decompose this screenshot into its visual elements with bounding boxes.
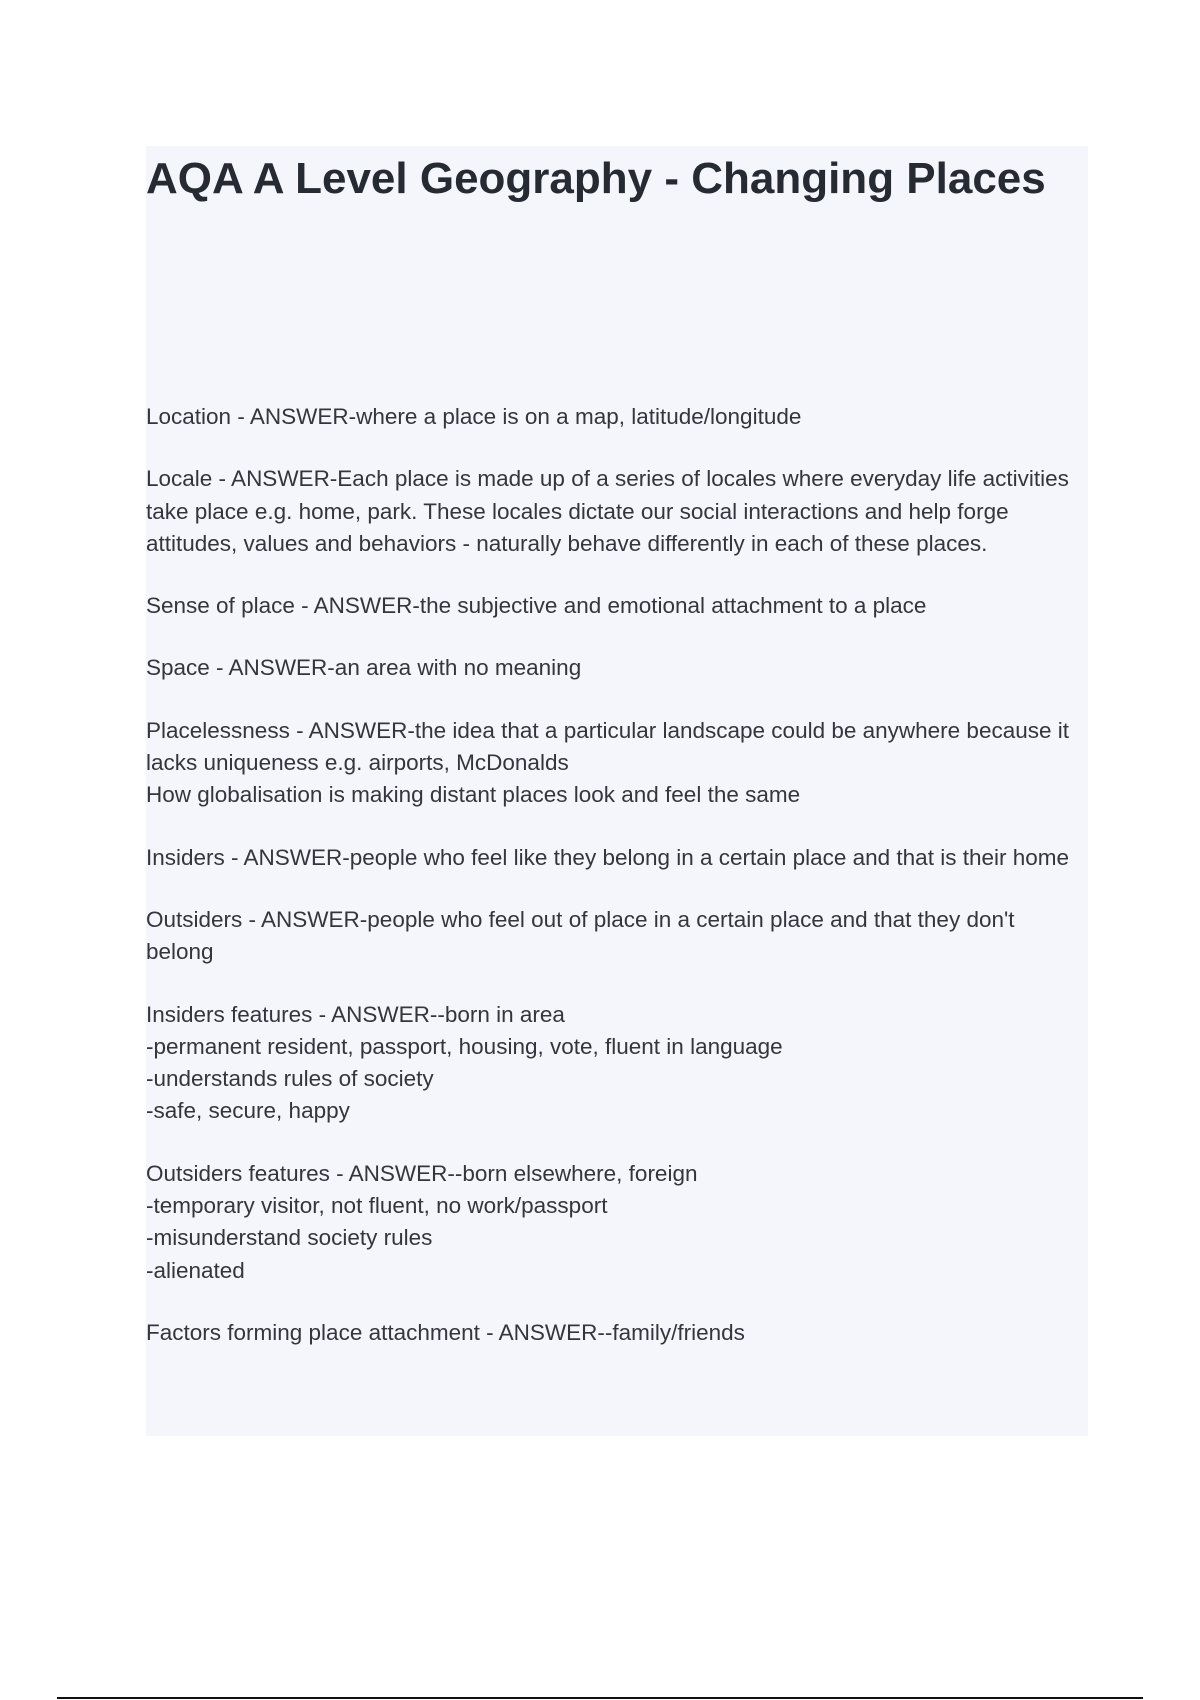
flashcard-entry xyxy=(146,401,1088,433)
flashcard-entry xyxy=(146,904,1088,969)
entry-line: Outsiders features - ANSWER--born elsewhere, foreign xyxy=(146,1160,698,1186)
entry-line: Factors forming place attachment - ANSWER--family/friends xyxy=(146,1319,745,1345)
entry-line: -understands rules of society xyxy=(146,1066,434,1092)
entry-line: Insiders features - ANSWER--born in area xyxy=(146,1001,565,1027)
flashcard-entry xyxy=(146,1158,1088,1287)
entry-line: Space - ANSWER-an area with no meaning xyxy=(146,655,582,681)
entry-line: Location - ANSWER-where a place is on a map, latitude/longitude xyxy=(146,404,802,429)
entry-line: -safe, secure, happy xyxy=(146,1098,350,1124)
title-block xyxy=(146,146,1046,212)
flashcard-entry xyxy=(146,1317,1088,1349)
flashcard-entry xyxy=(146,999,1088,1128)
flashcard-entry xyxy=(146,715,1088,812)
flashcard-entry xyxy=(146,842,1088,874)
entry-line: -alienated xyxy=(146,1257,245,1283)
entry-line: -misunderstand society rules xyxy=(146,1225,433,1251)
entry-line: Locale - ANSWER-Each place is made up of a series of locales where everyday life activities take place e.g. home, park. These locales dictate our social interactions and help forge attitudes, values and behaviors - naturally behave differently in each of these places. xyxy=(146,466,1069,556)
entry-line: Insiders - ANSWER-people who feel like they belong in a certain place and that is their home xyxy=(146,844,1069,870)
page-footer-divider xyxy=(57,1697,1143,1699)
flashcard-entry xyxy=(146,463,1088,560)
flashcard-entry xyxy=(146,652,1088,684)
flashcard-list xyxy=(146,401,1088,1379)
entry-line: Outsiders - ANSWER-people who feel out of place in a certain place and that they don't belong xyxy=(146,906,1015,965)
document-content-panel xyxy=(146,146,1088,1436)
entry-line: -temporary visitor, not fluent, no work/passport xyxy=(146,1193,608,1219)
entry-line: How globalisation is making distant places look and feel the same xyxy=(146,782,801,808)
entry-line: Sense of place - ANSWER-the subjective and emotional attachment to a place xyxy=(146,593,927,619)
entry-line: Placelessness - ANSWER-the idea that a particular landscape could be anywhere because it lacks uniqueness e.g. airports, McDonalds xyxy=(146,717,1070,776)
flashcard-entry xyxy=(146,590,1088,622)
entry-line: -permanent resident, passport, housing, vote, fluent in language xyxy=(146,1033,783,1059)
document-title: AQA A Level Geography - Changing Places xyxy=(146,154,1046,203)
